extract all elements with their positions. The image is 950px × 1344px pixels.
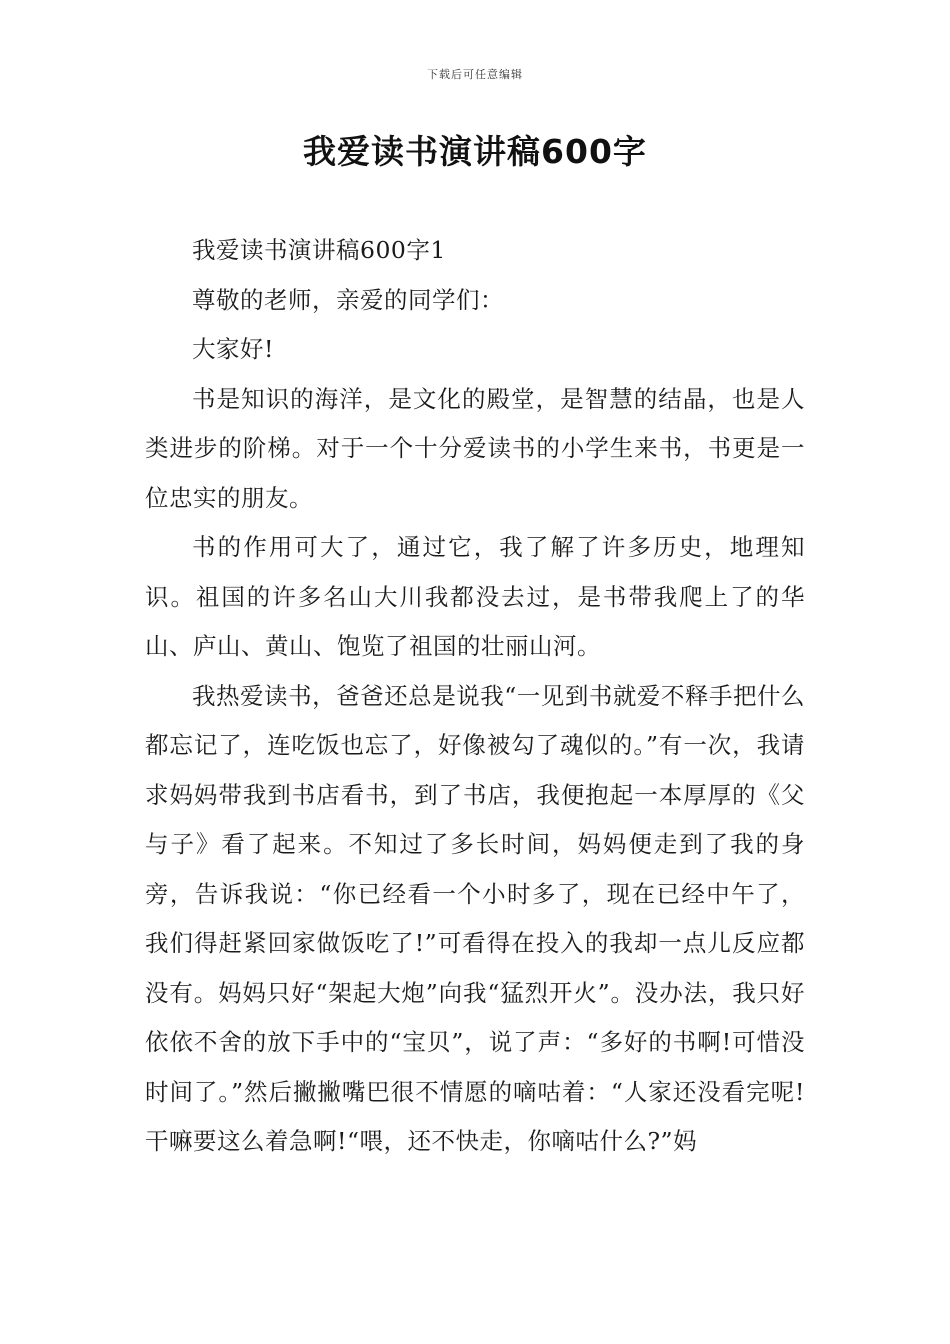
header-note: 下载后可任意编辑 <box>427 68 523 81</box>
paragraph-body: 我热爱读书，爸爸还总是说我“一见到书就爱不释手把什么都忘记了，连吃饭也忘了，好像被勾了魂似的。”有一次，我请求妈妈带我到书店看书，到了书店，我便抱起一本厚厚的《父与子》看了起来。不知过了多长时间，妈妈便走到了我的身旁，告诉我说：“你已经看一个小时多了，现在已经中午了，我们得赶紧回家做饭吃了!”可看得在投入的我却一点儿反应都没有。妈妈只好“架起大炮”向我“猛烈开火”。没办法，我只好依依不舍的放下手中的“宝贝”，说了声：“多好的书啊!可惜没时间了。”然后撇撇嘴巴很不情愿的嘀咕着：“人家还没看完呢!干嘛要这么着急啊!“喂，还不快走，你嘀咕什么?”妈 <box>145 681 805 1155</box>
paragraph-heading: 我爱读书演讲稿600字1 <box>192 236 446 264</box>
paragraph-greeting: 大家好! <box>192 335 274 363</box>
paragraph-salutation: 尊敬的老师，亲爱的同学们： <box>192 285 504 314</box>
document-title: 我爱读书演讲稿600字 <box>303 132 647 171</box>
document-body <box>145 226 805 1167</box>
paragraph-body: 书的作用可大了，通过它，我了解了许多历史，地理知识。祖国的许多名山大川我都没去过，是书带我爬上了的华山、庐山、黄山、饱览了祖国的壮丽山河。 <box>145 533 805 660</box>
paragraph-body: 书是知识的海洋，是文化的殿堂，是智慧的结晶，也是人类进步的阶梯。对于一个十分爱读书的小学生来书，书更是一位忠实的朋友。 <box>145 384 805 512</box>
